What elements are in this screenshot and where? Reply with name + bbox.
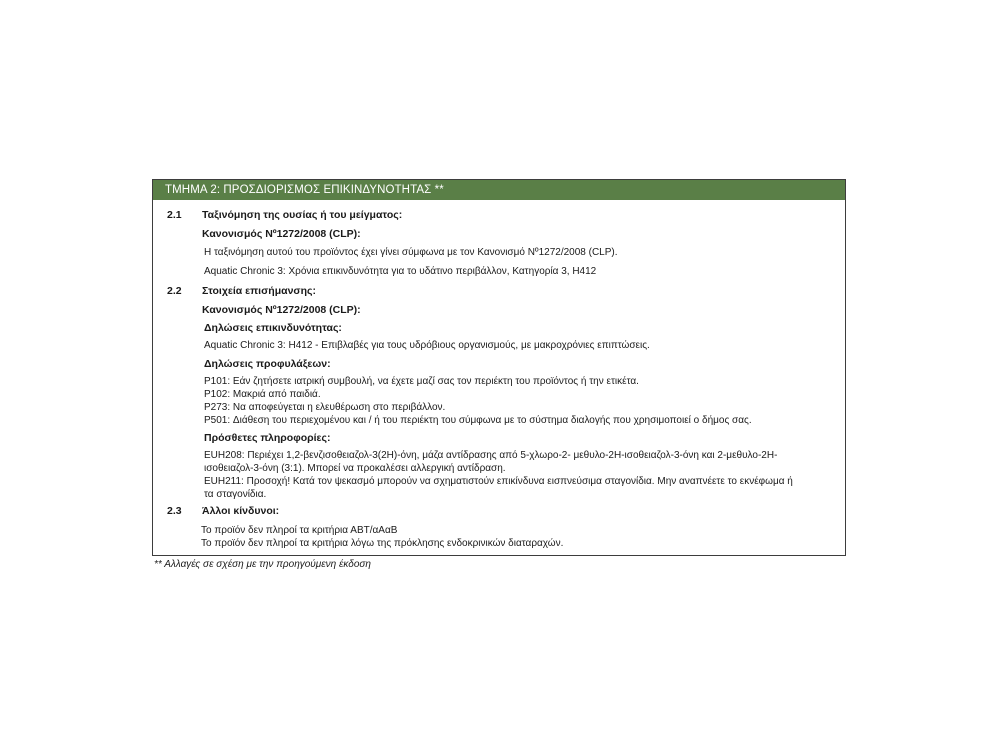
subsection-number-2-2: 2.2 [167,285,182,297]
aquatic-classification: Aquatic Chronic 3: Χρόνια επικινδυνότητα για το υδάτινο περιβάλλον, Κατηγορία 3, H412 [204,266,597,277]
section-header: ΤΜΗΜΑ 2: ΠΡΟΣΔΙΟΡΙΣΜΟΣ ΕΠΙΚΙΝΔΥΝΟΤΗΤΑΣ ** [153,180,845,200]
subsection-number-2-3: 2.3 [167,505,182,517]
precaution-p501: P501: Διάθεση του περιεχομένου και / ή του περιέκτη του σύμφωνα με το σύστημα διαλογής που χρησιμοποιεί ο δήμος σας. [204,415,752,426]
subsection-number-2-1: 2.1 [167,209,182,221]
euh211-line-2: τα σταγονίδια. [204,489,267,500]
revision-footnote: ** Αλλαγές σε σχέση με την προηγούμενη έκδοση [154,559,371,570]
other-hazards-pbt: Το προϊόν δεν πληροί τα κριτήρια ΑΒΤ/αΑαΒ [201,525,398,536]
regulation-heading-2-1: Κανονισμός Νº1272/2008 (CLP): [202,228,361,240]
euh208-line-2: ισοθειαζολ-3-όνη (3:1). Μπορεί να προκαλέσει αλλεργική αντίδραση. [204,463,506,474]
additional-info-heading: Πρόσθετες πληροφορίες: [204,432,331,444]
hazard-statement-h412: Aquatic Chronic 3: H412 - Επιβλαβές για τους υδρόβιους οργανισμούς, με μακροχρόνιες επιπτώσεις. [204,340,650,351]
classification-text: Η ταξινόμηση αυτού του προϊόντος έχει γίνει σύμφωνα με τον Κανονισμό Νº1272/2008 (CLP). [204,247,618,258]
precautionary-statements-heading: Δηλώσεις προφυλάξεων: [204,358,331,370]
precaution-p273: P273: Να αποφεύγεται η ελευθέρωση στο περιβάλλον. [204,402,446,413]
regulation-heading-2-2: Κανονισμός Νº1272/2008 (CLP): [202,304,361,316]
precaution-p101: P101: Εάν ζητήσετε ιατρική συμβουλή, να έχετε μαζί σας τον περιέκτη του προϊόντος ή την ετικέτα. [204,376,639,387]
subsection-title-2-2: Στοιχεία επισήμανσης: [202,285,316,297]
hazard-statements-heading: Δηλώσεις επικινδυνότητας: [204,322,342,334]
subsection-title-2-1: Ταξινόμηση της ουσίας ή του μείγματος: [202,209,403,221]
euh211-line-1: EUH211: Προσοχή! Κατά τον ψεκασμό μπορούν να σχηματιστούν επικίνδυνα εισπνεύσιμα σταγονίδια. Μην αναπνέετε το εκνέφωμα ή [204,476,793,487]
euh208-line-1: EUH208: Περιέχει 1,2-βενζισοθειαζολ-3(2H)-όνη, μάζα αντίδρασης από 5-χλωρο-2- μεθυλο-2H-ισοθειαζολ-3-όνη και 2-μεθυλο-2H- [204,450,778,461]
precaution-p102: P102: Μακριά από παιδιά. [204,389,321,400]
subsection-title-2-3: Άλλοι κίνδυνοι: [202,505,280,517]
other-hazards-endocrine: Το προϊόν δεν πληροί τα κριτήρια λόγω της πρόκλησης ενδοκρινικών διαταραχών. [201,538,564,549]
section-2-box [152,179,846,556]
